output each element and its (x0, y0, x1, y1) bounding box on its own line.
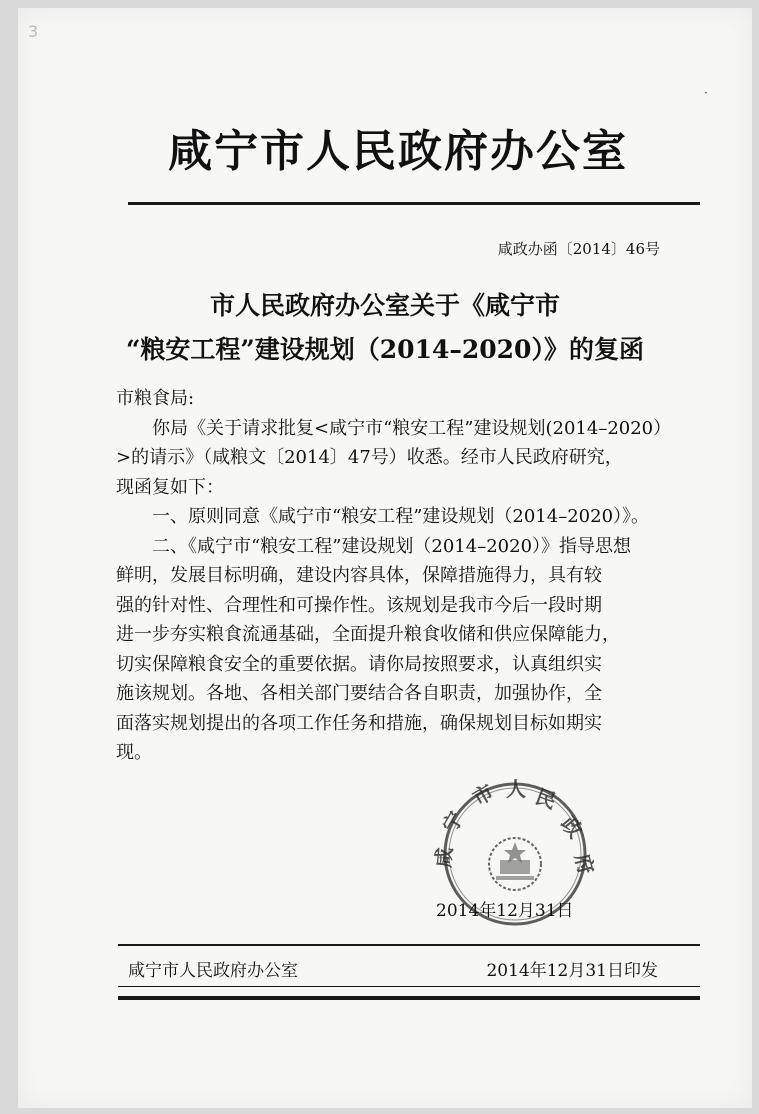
svg-text:政: 政 (556, 811, 588, 843)
footer-rule-bottom (118, 996, 700, 1000)
letter-body (116, 384, 698, 768)
paragraph-3-line: 面落实规划提出的各项工作任务和措施，确保规划目标如期实 (116, 712, 602, 734)
footer-rule-middle (118, 986, 700, 987)
footer-rule-top (118, 944, 700, 946)
paragraph-3-line: 强的针对性、合理性和可操作性。该规划是我市今后一段时期 (116, 594, 602, 616)
svg-text:咸: 咸 (431, 846, 457, 869)
speck: · (704, 86, 708, 100)
paragraph-3-line: 二、《咸宁市“粮安工程”建设规划（2014–2020）》指导思想 (152, 535, 632, 557)
paragraph-3-line: 现。 (116, 742, 152, 763)
svg-text:市: 市 (468, 779, 498, 811)
svg-text:府: 府 (570, 851, 599, 877)
paragraph-1-line: >的请示》（咸粮文〔2014〕47号）收悉。经市人民政府研究， (116, 447, 623, 468)
signature-date: 2014年12月31日 (436, 901, 574, 921)
document-title-line-1: 市人民政府办公室关于《咸宁市 (209, 291, 560, 320)
document-number: 咸政办函〔2014〕46号 (497, 240, 660, 258)
margin-note: 3 (28, 22, 39, 41)
paragraph-3-line: 施该规划。各地、各相关部门要结合各自职责，加强协作，全 (116, 683, 602, 704)
footer-issue-date: 2014年12月31日印发 (486, 961, 658, 981)
footer-issuing-office: 咸宁市人民政府办公室 (128, 961, 298, 981)
paragraph-3-line: 切实保障粮食安全的重要依据。请你局按照要求，认真组织实 (116, 653, 602, 675)
paragraph-3-line: 进一步夯实粮食流通基础，全面提升粮食收储和供应保障能力， (116, 624, 620, 645)
document-title-line-2: “粮安工程”建设规划（2014–2020）》的复函 (126, 335, 644, 364)
salutation: 市粮食局: (116, 388, 195, 409)
paragraph-1-line: 现函复如下： (116, 476, 224, 498)
paragraph-2: 一、原则同意《咸宁市“粮安工程”建设规划（2014–2020）》。 (152, 506, 650, 527)
document-page (18, 8, 752, 1108)
issuing-office-title: 咸宁市人民政府办公室 (168, 126, 628, 177)
svg-text:民: 民 (532, 784, 560, 814)
paragraph-3-line: 鲜明，发展目标明确，建设内容具体，保障措施得力，具有较 (116, 565, 602, 586)
paragraph-1-line: 你局《关于请求批复<咸宁市“粮安工程”建设规划(2014–2020） (152, 417, 672, 439)
svg-text:人: 人 (506, 777, 526, 801)
header-rule (128, 202, 700, 205)
national-emblem-icon (489, 838, 541, 890)
svg-text:宁: 宁 (437, 807, 469, 837)
